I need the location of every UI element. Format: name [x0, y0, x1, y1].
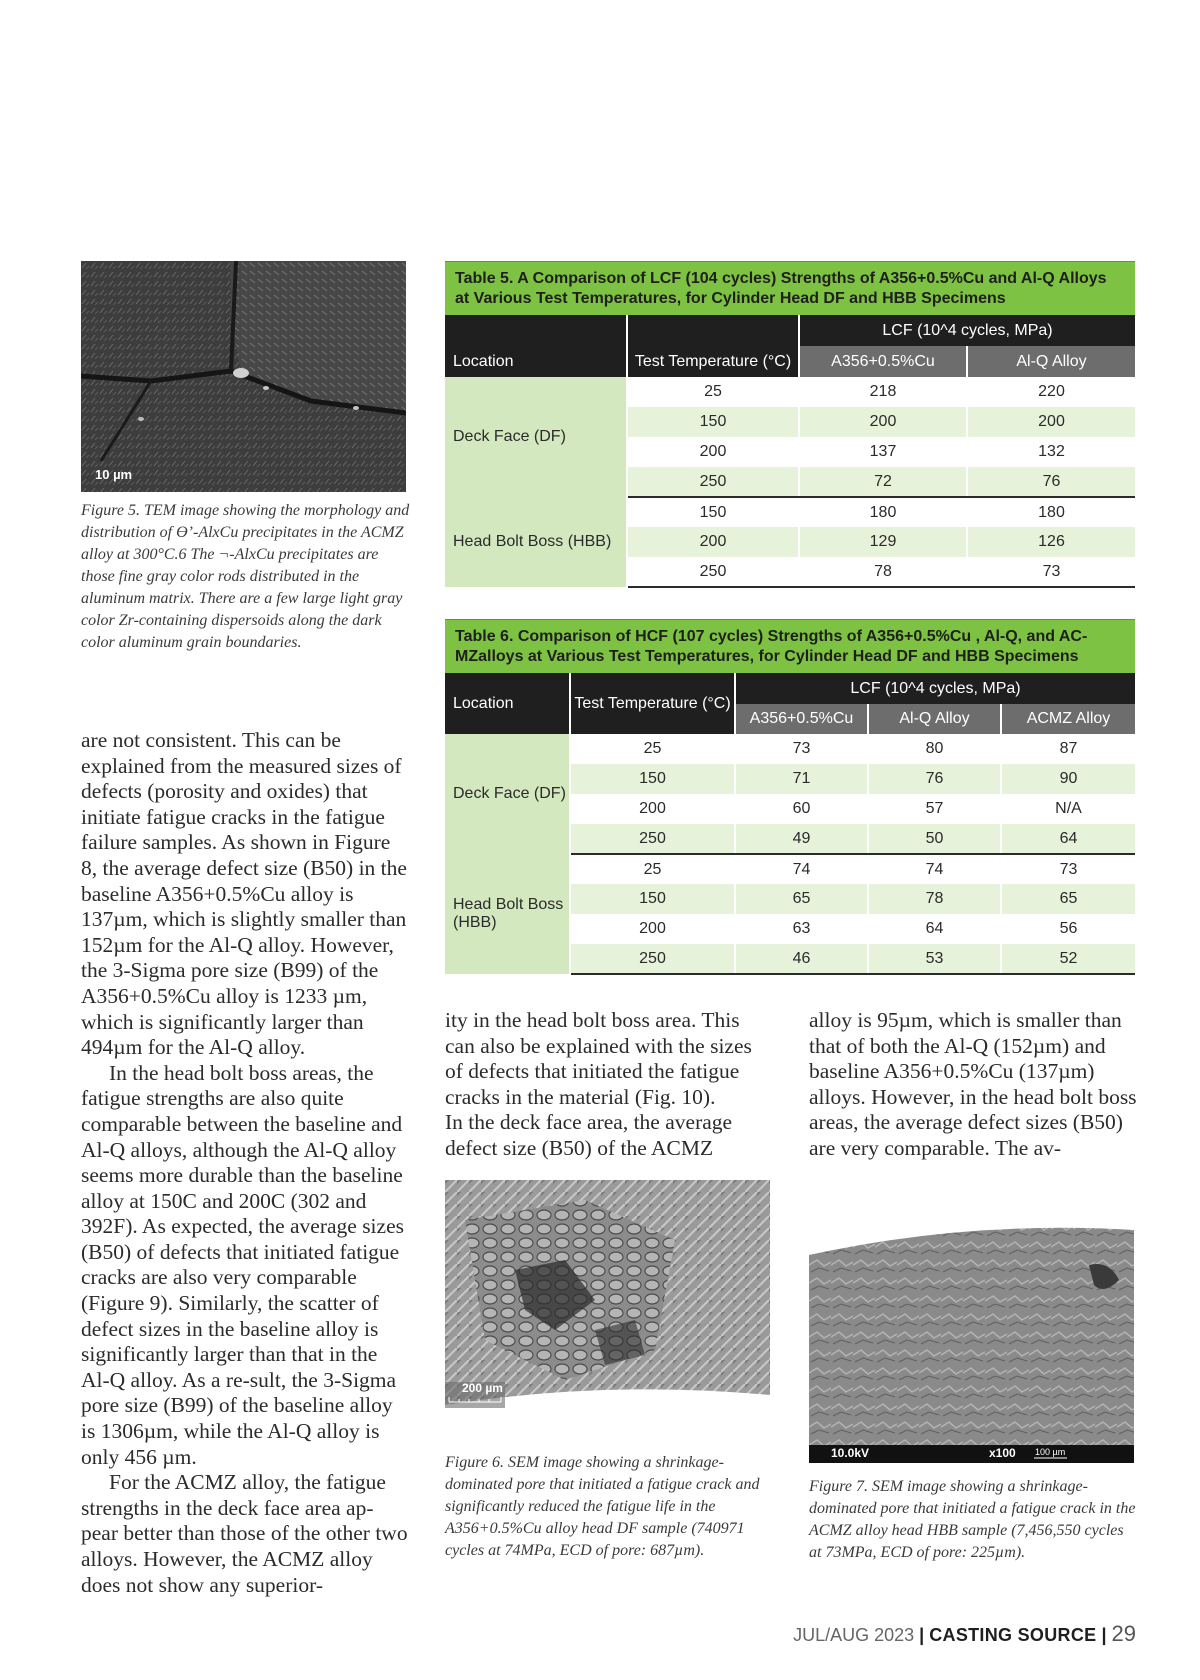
- table-cell: 60: [735, 794, 868, 824]
- figure-5-scale-label: 10 µm: [95, 467, 133, 482]
- table-5-location-df: Deck Face (DF): [445, 377, 627, 497]
- table-cell: 65: [735, 884, 868, 914]
- footer-magazine: CASTING SOURCE: [929, 1625, 1097, 1645]
- table-cell: 63: [735, 914, 868, 944]
- footer-page-number: 29: [1111, 1621, 1136, 1646]
- table-cell: 250: [570, 944, 735, 974]
- table-6-col-b: Al-Q Alloy: [868, 704, 1001, 734]
- body-paragraph: alloy is 95µm, which is smaller than that of both the Al-Q (152µm) and baseline A356+0.5%Cu (137µm) alloys. However, in the head bolt boss areas, the average defect sizes (B50) are very comparable. The av-: [809, 1008, 1137, 1160]
- footer-separator: |: [1101, 1625, 1107, 1645]
- body-paragraph: ity in the head bolt boss area. This can also be explained with the sizes of defects that initiated the fatigue cracks in the material (Fig. 10).: [445, 1008, 752, 1109]
- table-cell: 65: [1001, 884, 1135, 914]
- table-5-col-a: A356+0.5%Cu: [799, 346, 967, 377]
- table-cell: N/A: [1001, 794, 1135, 824]
- table-cell: 46: [735, 944, 868, 974]
- body-column-left: [81, 728, 409, 1598]
- table-5-col-location: Location: [453, 353, 514, 370]
- table-5-group-header: LCF (10^4 cycles, MPa): [799, 315, 1135, 346]
- table-cell: 250: [627, 467, 799, 497]
- table-6-title: Table 6. Comparison of HCF (107 cycles) Strengths of A356+0.5%Cu , Al-Q, and AC-MZalloys at Various Test Temperatures, for Cylinder Head DF and HBB Specimens: [445, 619, 1135, 673]
- table-cell: 57: [868, 794, 1001, 824]
- table-6-col-temp: Test Temperature (°C): [570, 673, 735, 734]
- figure-6-caption: Figure 6. SEM image showing a shrinkage-dominated pore that initiated a fatigue crack and significantly reduced the fatigue life in the A356+0.5%Cu alloy head DF sample (740971 cycles at 74MPa, ECD of pore: 687µm).: [445, 1454, 760, 1559]
- table-6-location-df: Deck Face (DF): [445, 734, 570, 854]
- table-6-group-header: LCF (10^4 cycles, MPa): [735, 673, 1135, 704]
- table-row: [445, 734, 1135, 764]
- table-cell: 87: [1001, 734, 1135, 764]
- table-cell: 78: [868, 884, 1001, 914]
- body-paragraph: are not consistent. This can be explained from the measured sizes of defects (porosity and oxides) that initiate fatigue cracks in the fatigue failure samples. As shown in Figure 8, the average defect size (B50) in the baseline A356+0.5%Cu alloy is 137µm, which is slightly smaller than 152µm for the Al-Q alloy. However, the 3-Sigma pore size (B99) of the A356+0.5%Cu alloy is 1233 µm, which is significantly larger than 494µm for the Al-Q alloy.: [81, 728, 407, 1060]
- table-cell: 74: [735, 854, 868, 884]
- table-6: [445, 619, 1135, 975]
- table-cell: 71: [735, 764, 868, 794]
- table-cell: 25: [570, 854, 735, 884]
- table-cell: 90: [1001, 764, 1135, 794]
- body-paragraph: In the head bolt boss areas, the fatigue strengths are also quite comparable between the baseline and Al-Q alloys, although the Al-Q alloy seems more durable than the baseline alloy at 150C and 200C (302 and 392F). As expected, the average sizes (B50) of defects that initiated fatigue cracks are also very comparable (Figure 9). Similarly, the scatter of defect sizes in the baseline alloy is significantly larger than that in the Al-Q alloy. As a re-sult, the 3-Sigma pore size (B99) of the baseline alloy is 1306µm, while the Al-Q alloy is only 456 µm.: [81, 1060, 404, 1469]
- table-cell: 200: [799, 407, 967, 437]
- table-cell: 150: [570, 884, 735, 914]
- page-footer: [793, 1621, 1136, 1647]
- table-cell: 200: [570, 794, 735, 824]
- figure-7-info-magnification: x100: [989, 1446, 1016, 1460]
- table-cell: 52: [1001, 944, 1135, 974]
- table-row: [445, 497, 1135, 527]
- table-cell: 218: [799, 377, 967, 407]
- body-paragraph: In the deck face area, the average defect size (B50) of the ACMZ: [445, 1110, 733, 1160]
- figure-7-info-voltage: 10.0kV: [831, 1446, 870, 1460]
- table-5-location-hbb: Head Bolt Boss (HBB): [445, 497, 627, 587]
- table-cell: 73: [1001, 854, 1135, 884]
- table-cell: 72: [799, 467, 967, 497]
- table-cell: 64: [1001, 824, 1135, 854]
- footer-issue: JUL/AUG 2023: [793, 1625, 915, 1645]
- table-cell: 180: [799, 497, 967, 527]
- table-row: [445, 854, 1135, 884]
- table-cell: 74: [868, 854, 1001, 884]
- table-cell: 64: [868, 914, 1001, 944]
- body-paragraph: For the ACMZ alloy, the fatigue strengths in the deck face area ap-pear better than those of the other two alloys. However, the ACMZ alloy does not show any superior-: [81, 1470, 408, 1597]
- table-cell: 200: [627, 527, 799, 557]
- table-cell: 73: [735, 734, 868, 764]
- table-cell: 150: [627, 497, 799, 527]
- table-cell: 25: [570, 734, 735, 764]
- table-cell: 76: [967, 467, 1135, 497]
- body-column-right: [809, 1008, 1137, 1162]
- table-cell: 180: [967, 497, 1135, 527]
- table-cell: 126: [967, 527, 1135, 557]
- body-column-middle: [445, 1008, 773, 1162]
- table-cell: 25: [627, 377, 799, 407]
- table-cell: 132: [967, 437, 1135, 467]
- figure-6-scale-label: 200 µm: [462, 1381, 503, 1395]
- table-5-title: Table 5. A Comparison of LCF (104 cycles) Strengths of A356+0.5%Cu and Al-Q Alloys at Various Test Temperatures, for Cylinder Head DF and HBB Specimens: [445, 261, 1135, 315]
- table-6-col-c: ACMZ Alloy: [1001, 704, 1135, 734]
- table-cell: 200: [570, 914, 735, 944]
- table-cell: 50: [868, 824, 1001, 854]
- table-5: [445, 261, 1135, 588]
- footer-separator: |: [919, 1625, 925, 1645]
- table-cell: 129: [799, 527, 967, 557]
- table-cell: 80: [868, 734, 1001, 764]
- table-cell: 220: [967, 377, 1135, 407]
- figure-5-image: [81, 261, 406, 492]
- table-cell: 78: [799, 557, 967, 587]
- table-cell: 56: [1001, 914, 1135, 944]
- table-cell: 250: [570, 824, 735, 854]
- table-cell: 150: [570, 764, 735, 794]
- table-5-col-temp: Test Temperature (°C): [627, 315, 799, 377]
- table-cell: 250: [627, 557, 799, 587]
- figure-7-image: [809, 1220, 1134, 1463]
- table-cell: 150: [627, 407, 799, 437]
- table-cell: 137: [799, 437, 967, 467]
- figure-6-image: [445, 1180, 770, 1423]
- figure-7-info-scale: 100 µm: [1035, 1447, 1066, 1457]
- table-cell: 200: [627, 437, 799, 467]
- table-row: [445, 377, 1135, 407]
- table-cell: 73: [967, 557, 1135, 587]
- figure-7-caption: Figure 7. SEM image showing a shrinkage-dominated pore that initiated a fatigue crack in the ACMZ alloy head HBB sample (7,456,550 cycles at 73MPa, ECD of pore: 225µm).: [809, 1478, 1136, 1561]
- figure-5-caption: Figure 5. TEM image showing the morphology and distribution of Ɵ’-AlxCu precipitates in the ACMZ alloy at 300°C.6 The ¬-AlxCu precipitates are those fine gray color rods distributed in the aluminum matrix. There are a few large light gray color Zr-containing dispersoids along the dark color aluminum grain boundaries.: [81, 502, 410, 651]
- table-5-col-b: Al-Q Alloy: [967, 346, 1135, 377]
- table-cell: 76: [868, 764, 1001, 794]
- table-cell: 53: [868, 944, 1001, 974]
- table-6-col-location: Location: [453, 694, 514, 712]
- table-6-location-hbb: Head Bolt Boss (HBB): [445, 854, 570, 974]
- table-cell: 200: [967, 407, 1135, 437]
- table-cell: 49: [735, 824, 868, 854]
- table-6-col-a: A356+0.5%Cu: [735, 704, 868, 734]
